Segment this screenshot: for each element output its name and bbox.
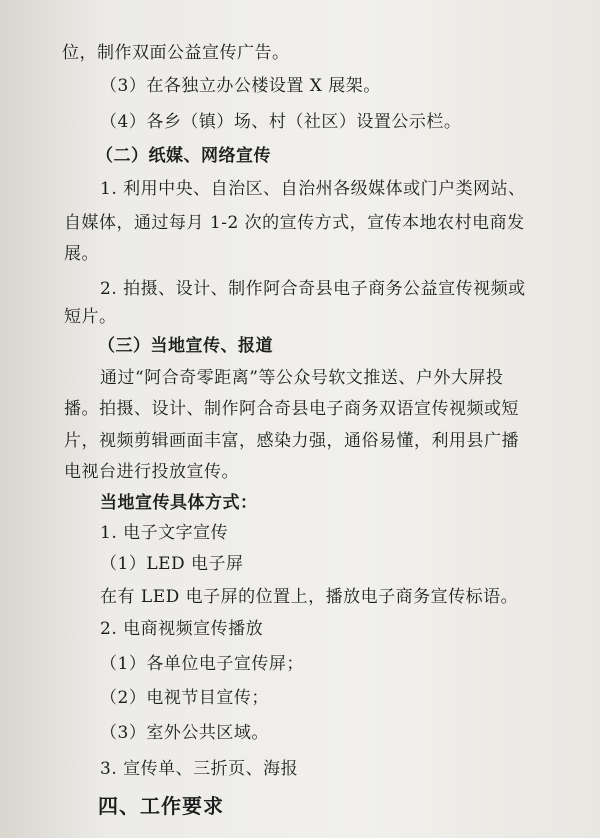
paragraph-line-2: 自媒体，通过每月 1-2 次的宣传方式，宣传本地农村电商发 (64, 213, 525, 233)
paragraph-line-9: 电视台进行投放宣传。 (64, 462, 239, 482)
method-subitem-2-2: （2）电视节目宣传； (100, 688, 269, 708)
method-item-2: 2. 电商视频宣传播放 (100, 619, 264, 639)
paragraph-line-8: 片，视频剪辑画面丰富，感染力强，通俗易懂，利用县广播 (64, 431, 519, 451)
list-item-4: （4）各乡（镇）场、村（社区）设置公示栏。 (100, 112, 462, 132)
method-subitem-1: （1）LED 电子屏 (100, 554, 244, 574)
subheading-methods: 当地宣传具体方式： (100, 493, 258, 513)
method-subitem-2-1: （1）各单位电子宣传屏； (100, 654, 304, 674)
section-heading-2: （二）纸媒、网络宣传 (96, 146, 271, 166)
method-item-1: 1. 电子文字宣传 (100, 523, 229, 543)
section-heading-3: （三）当地宣传、报道 (98, 336, 273, 356)
method-item-3: 3. 宣传单、三折页、海报 (100, 759, 299, 779)
paragraph-line-4: 2. 拍摄、设计、制作阿合奇县电子商务公益宣传视频或 (100, 279, 526, 299)
section-heading-4: 四、工作要求 (98, 794, 224, 818)
paragraph-line-6: 通过“阿合奇零距离”等公众号软文推送、户外大屏投 (100, 368, 504, 388)
method-subitem-2-3: （3）室外公共区域。 (100, 723, 269, 743)
text-line-1: 位，制作双面公益宣传广告。 (62, 43, 290, 63)
list-item-3: （3）在各独立办公楼设置 X 展架。 (100, 76, 381, 96)
paragraph-line-10: 在有 LED 电子屏的位置上，播放电子商务宣传标语。 (100, 587, 519, 607)
paragraph-line-7: 播。拍摄、设计、制作阿合奇县电子商务双语宣传视频或短 (64, 399, 519, 419)
paragraph-line-1: 1. 利用中央、自治区、自治州各级媒体或门户类网站、 (100, 179, 526, 199)
paragraph-line-5: 短片。 (64, 307, 117, 327)
paragraph-line-3: 展。 (64, 244, 99, 264)
